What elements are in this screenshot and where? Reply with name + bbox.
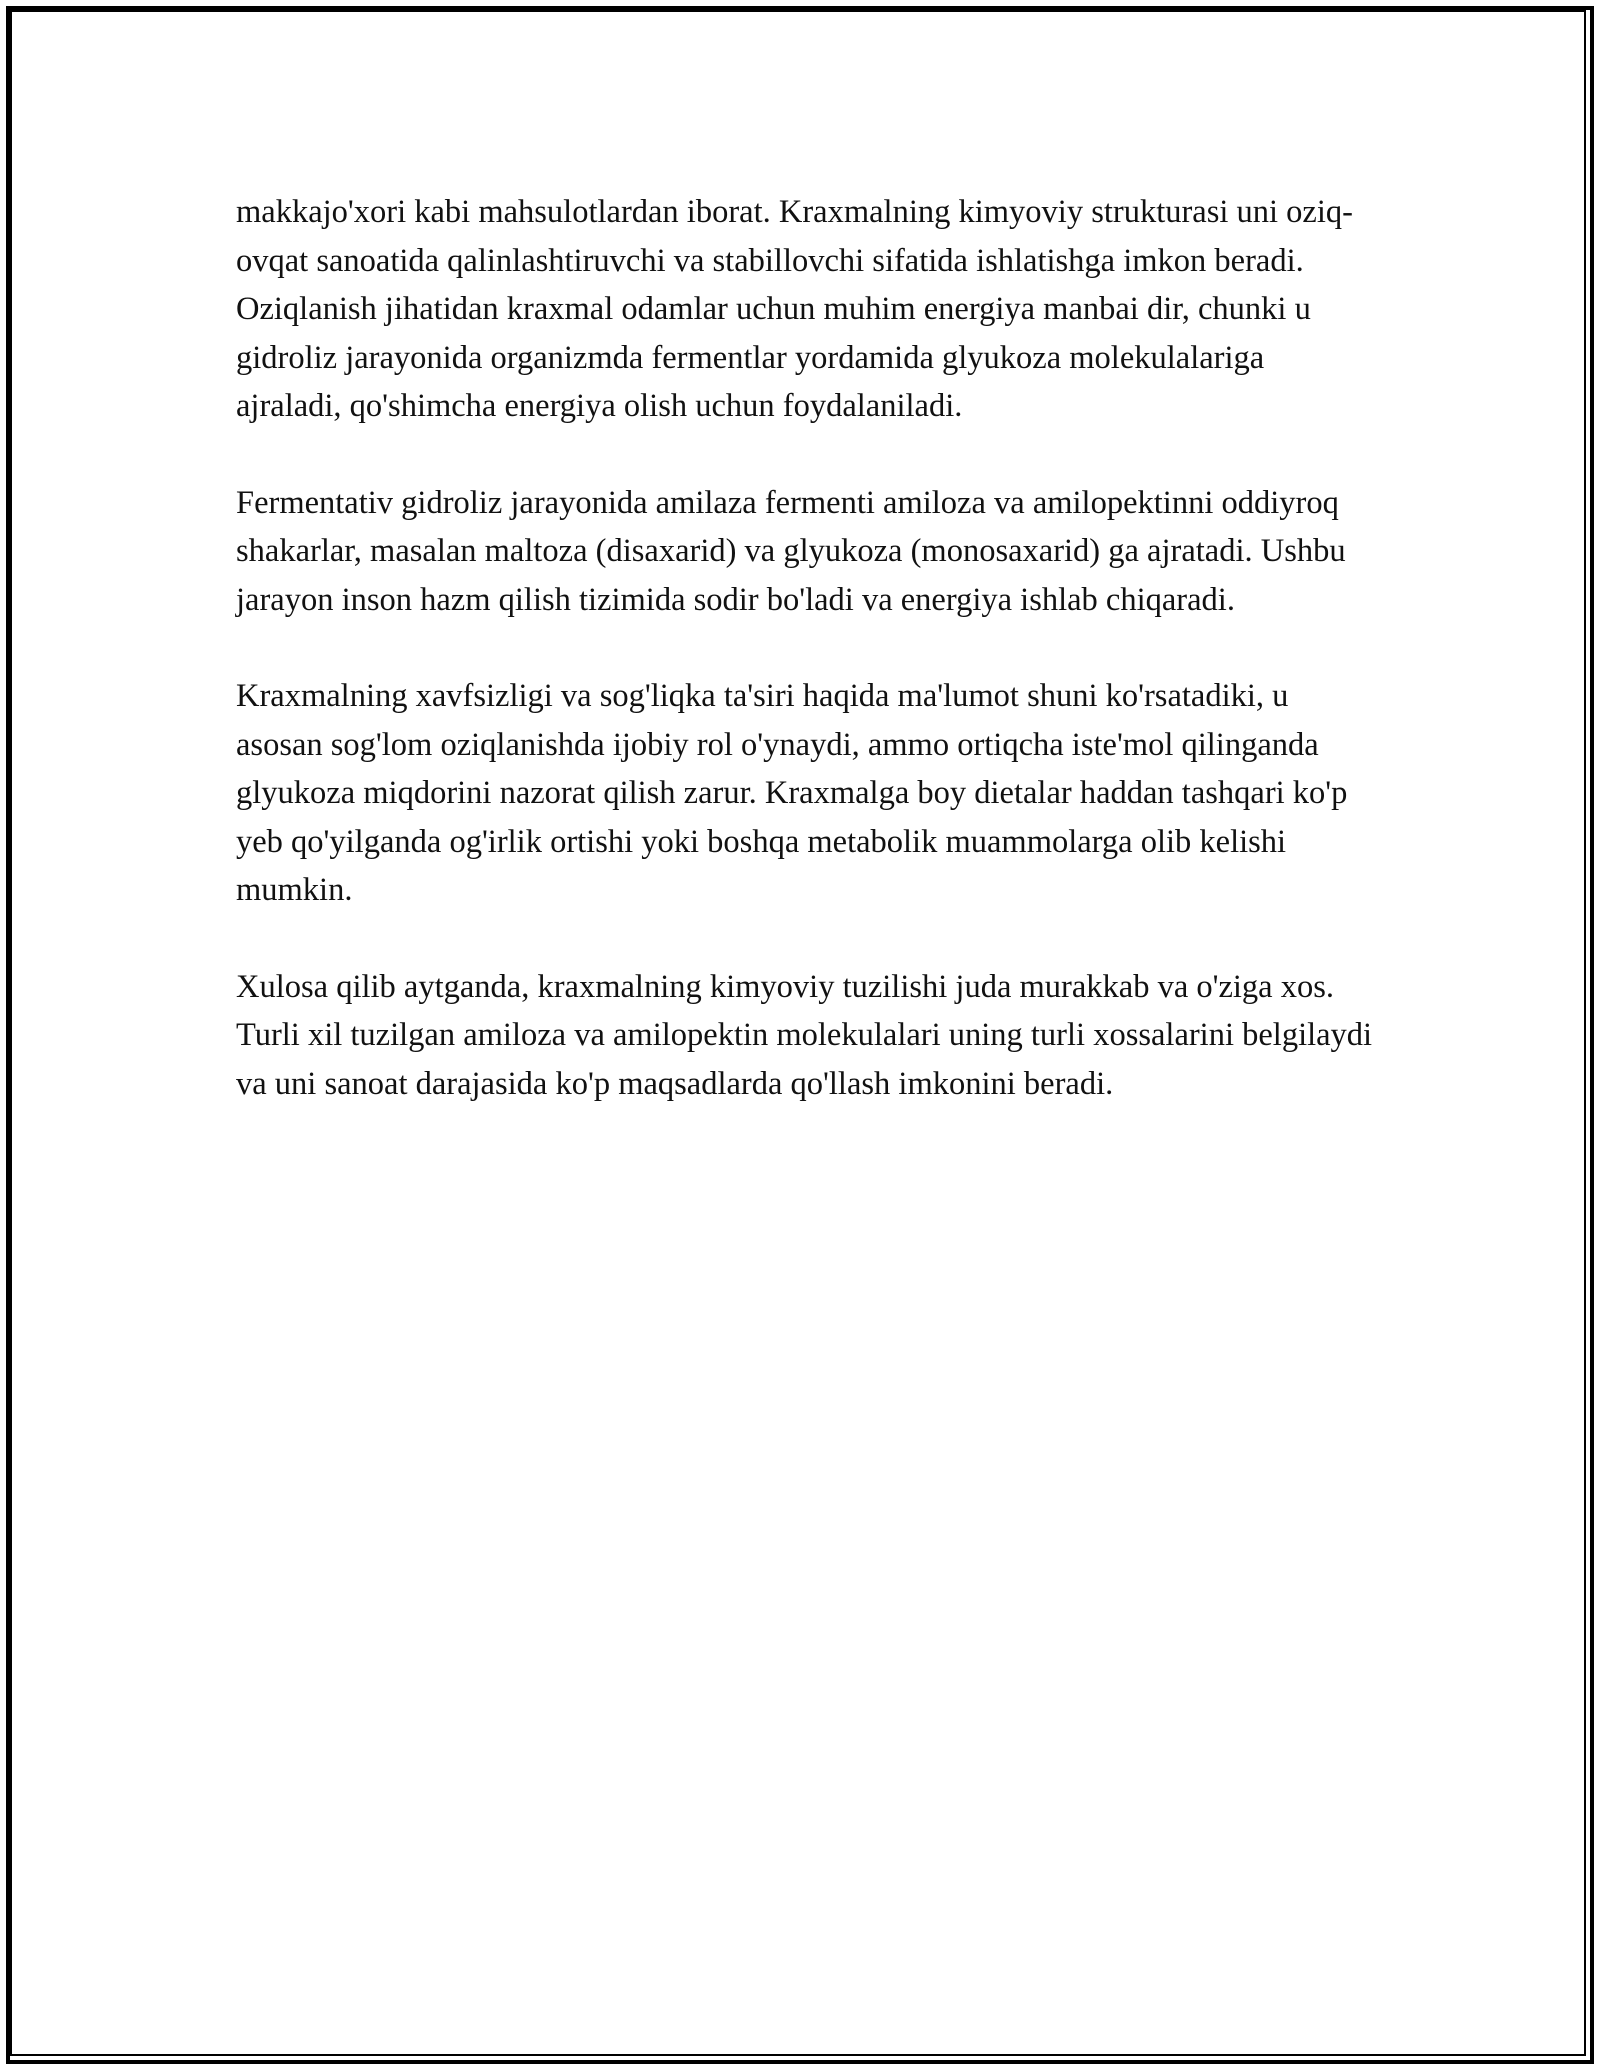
paragraph-1: makkajo'xori kabi mahsulotlardan iborat. Kraxmalning kimyoviy strukturasi uni oziq-ovqat sanoatida qalinlashtiruvchi va stabillovchi sifatida ishlatishga imkon beradi. Oziqlanish jihatidan kraxmal odamlar uchun muhim energiya manbai dir, chunki u gidroliz jarayonida organizmda fermentlar yordamida glyukoza molekulalariga ajraladi, qo'shimcha energiya olish uchun foydalaniladi. [236,194,1353,424]
document-body [236,188,1376,1156]
paragraph-3: Kraxmalning xavfsizligi va sog'liqka ta'siri haqida ma'lumot shuni ko'rsatadiki, u asosan sog'lom oziqlanishda ijobiy rol o'ynaydi, ammo ortiqcha iste'mol qilinganda glyukoza miqdorini nazorat qilish zarur. Kraxmalga boy dietalar haddan tashqari ko'p yeb qo'yilganda og'irlik ortishi yoki boshqa metabolik muammolarga olib kelishi mumkin. [236,678,1348,908]
paragraph-4: Xulosa qilib aytganda, kraxmalning kimyoviy tuzilishi juda murakkab va o'ziga xos. Turli xil tuzilgan amiloza va amilopektin molekulalari uning turli xossalarini belgilaydi va uni sanoat darajasida ko'p maqsadlarda qo'llash imkonini beradi. [236,968,1373,1102]
paragraph-2: Fermentativ gidroliz jarayonida amilaza fermenti amiloza va amilopektinni oddiyroq shakarlar, masalan maltoza (disaxarid) va glyukoza (monosaxarid) ga ajratadi. Ushbu jarayon inson hazm qilish tizimida sodir bo'ladi va energiya ishlab chiqaradi. [236,484,1346,618]
